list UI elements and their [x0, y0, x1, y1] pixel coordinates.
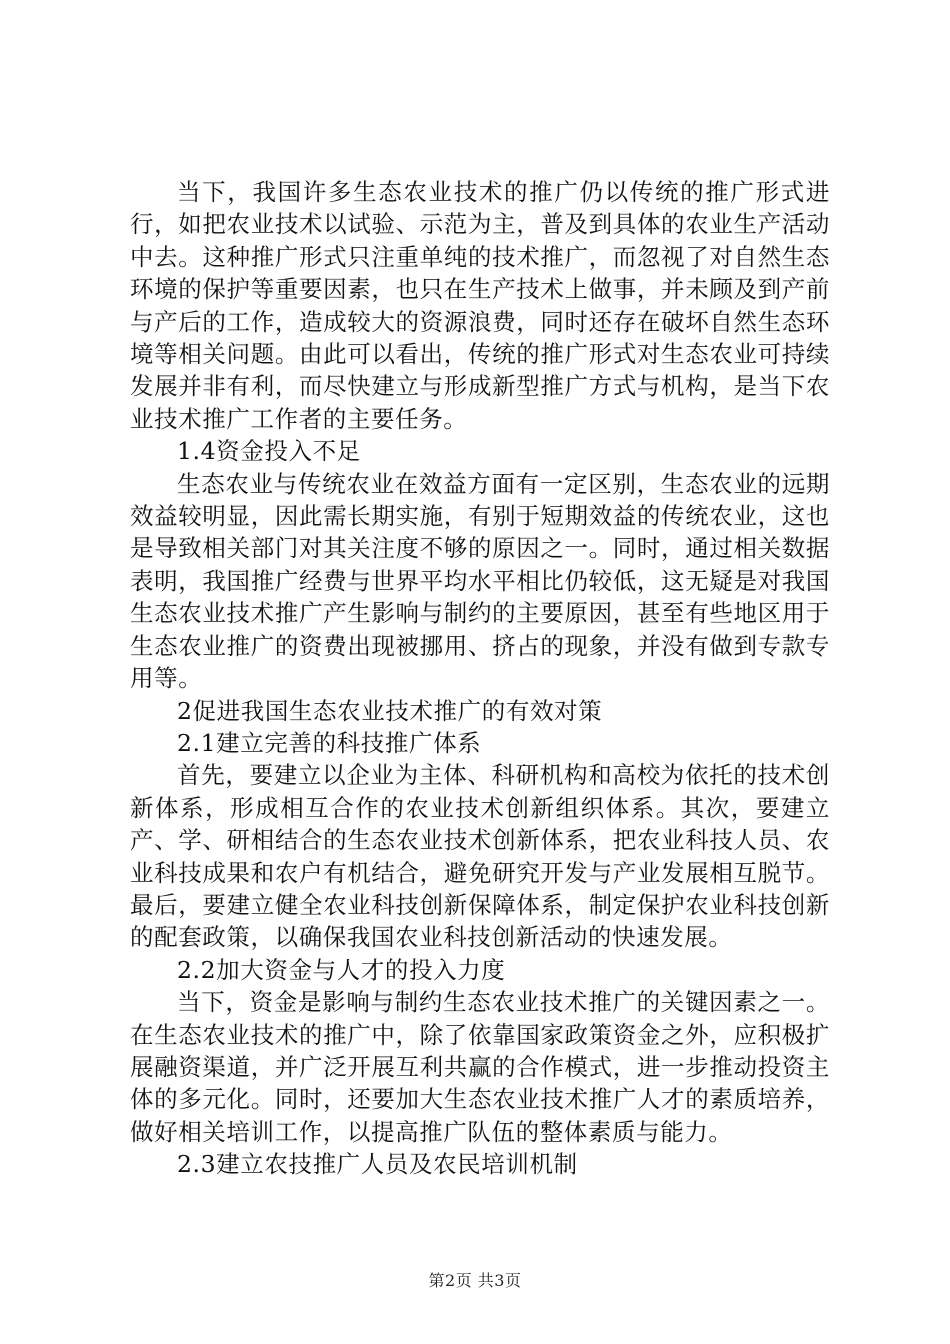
document-body: [130, 176, 830, 1181]
page-number-footer: 第2页 共3页: [428, 1271, 522, 1290]
section-heading-1-4: 1.4资金投入不足: [177, 437, 361, 466]
paragraph-tech-system: 首先，要建立以企业为主体、科研机构和高校为依托的技术创新体系，形成相互合作的农业技术创新组织体系。其次，要建立产、学、研相结合的生态农业技术创新体系，把农业科技人员、农业科技成果和农户有机结合，避免研究开发与产业发展相互脱节。最后，要建立健全农业科技创新保障体系，制定保护农业科技创新的配套政策，以确保我国农业科技创新活动的快速发展。: [130, 761, 830, 952]
paragraph-traditional-promotion: 当下，我国许多生态农业技术的推广仍以传统的推广形式进行，如把农业技术以试验、示范为主，普及到具体的农业生产活动中去。这种推广形式只注重单纯的技术推广，而忽视了对自然生态环境的保护等重要因素，也只在生产技术上做事，并未顾及到产前与产后的工作，造成较大的资源浪费，同时还存在破坏自然生态环境等相关问题。由此可以看出，传统的推广形式对生态农业可持续发展并非有利，而尽快建立与形成新型推广方式与机构，是当下农业技术推广工作者的主要任务。: [130, 178, 830, 433]
section-heading-2-3: 2.3建立农技推广人员及农民培训机制: [177, 1150, 578, 1179]
paragraph-funding: 生态农业与传统农业在效益方面有一定区别，生态农业的远期效益较明显，因此需长期实施，有别于短期效益的传统农业，这也是导致相关部门对其关注度不够的原因之一。同时，通过相关数据表明，我国推广经费与世界平均水平相比仍较低，这无疑是对我国生态农业技术推广产生影响与制约的主要原因，甚至有些地区用于生态农业推广的资费出现被挪用、挤占的现象，并没有做到专款专用等。: [130, 469, 830, 693]
section-heading-2-2: 2.2加大资金与人才的投入力度: [177, 955, 506, 984]
paragraph-capital-talent: 当下，资金是影响与制约生态农业技术推广的关键因素之一。在生态农业技术的推广中，除了依靠国家政策资金之外，应积极扩展融资渠道，并广泛开展互利共赢的合作模式，进一步推动投资主体的多元化。同时，还要加大生态农业技术推广人才的素质培养，做好相关培训工作，以提高推广队伍的整体素质与能力。: [130, 988, 830, 1146]
section-heading-2: 2促进我国生态农业技术推广的有效对策: [177, 696, 603, 725]
section-heading-2-1: 2.1建立完善的科技推广体系: [177, 728, 482, 757]
